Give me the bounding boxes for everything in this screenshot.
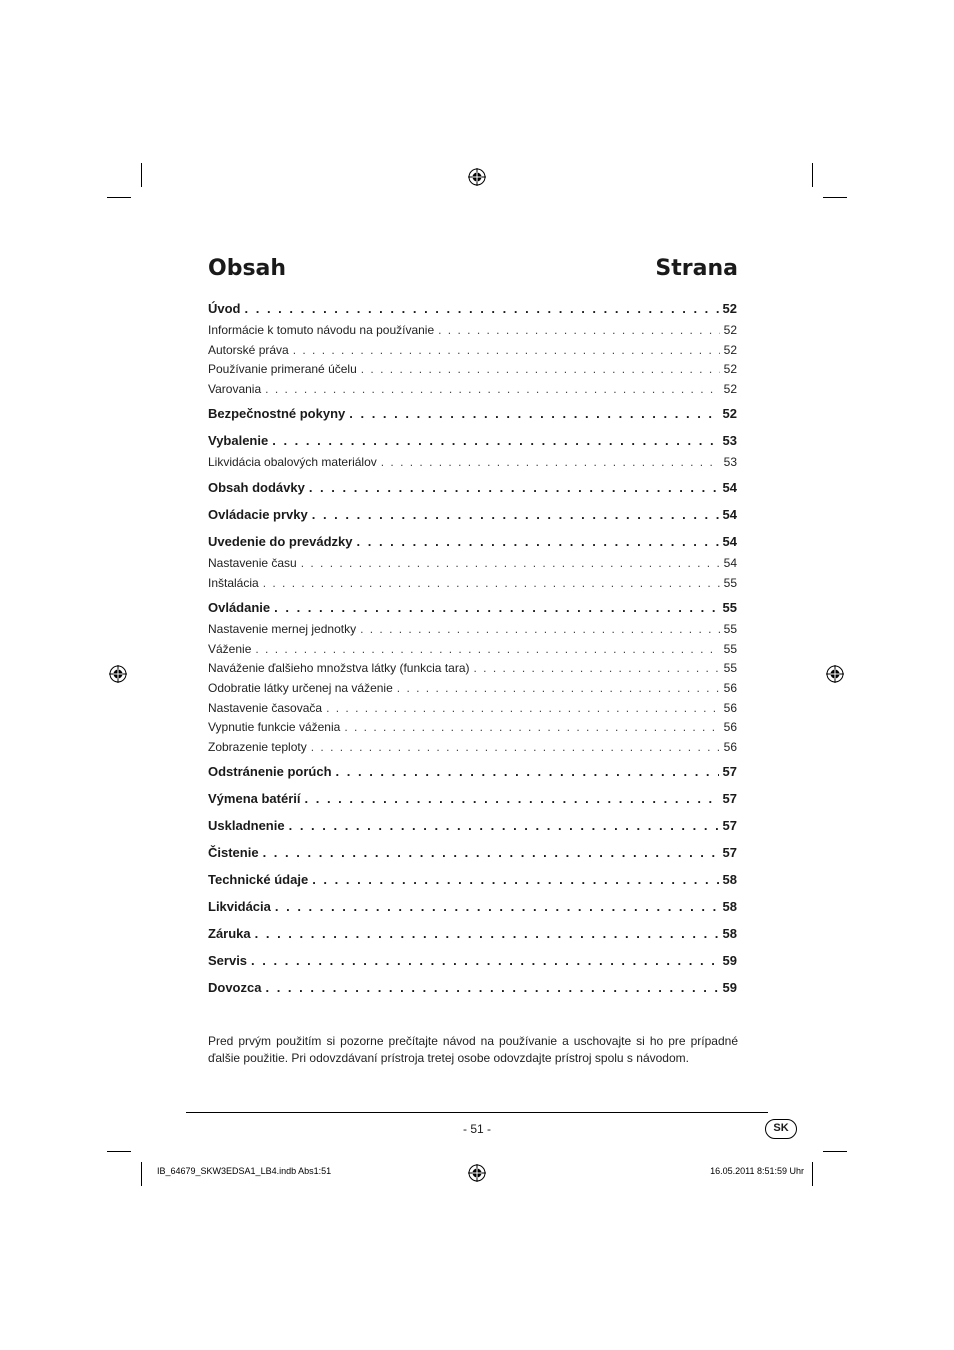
toc-entry-label: Naváženie ďalšieho množstva látky (funkcia tara) <box>208 661 470 676</box>
toc-subsection-entry <box>208 699 737 719</box>
crop-mark <box>107 1151 131 1152</box>
toc-entry-label: Používanie primerané účelu <box>208 362 357 377</box>
toc-dot-leader <box>274 595 718 620</box>
toc-dot-leader <box>397 679 720 699</box>
toc-section-entry <box>208 759 737 784</box>
toc-dot-leader <box>309 475 719 500</box>
toc-dot-leader <box>312 867 718 892</box>
toc-section-entry <box>208 502 737 527</box>
toc-section-entry <box>208 529 737 554</box>
toc-subsection-entry <box>208 659 737 679</box>
toc-entry-page: 55 <box>723 622 737 637</box>
registration-mark-icon <box>109 665 127 683</box>
toc-entry-label: Výmena batérií <box>208 791 301 807</box>
toc-entry-page: 58 <box>722 926 737 942</box>
toc-dot-leader <box>344 718 719 738</box>
toc-entry-page: 58 <box>722 872 737 888</box>
registration-mark-icon <box>468 168 486 186</box>
toc-entry-page: 54 <box>722 506 737 522</box>
toc-dot-leader <box>301 554 720 574</box>
toc-entry-label: Odstránenie porúch <box>208 764 332 780</box>
toc-entry-page: 57 <box>722 791 737 807</box>
toc-section-entry <box>208 296 737 321</box>
toc-dot-leader <box>263 574 720 594</box>
instruction-note: Pred prvým použitím si pozorne prečítajte návod na používanie a uschovajte si ho pre prípadné ďalšie použitie. Pri odovzdávaní prístroja tretej osobe odovzdajte prístroj spolu s návodom. <box>208 1034 738 1065</box>
toc-subsection-entry <box>208 718 737 738</box>
toc-entry-page: 56 <box>723 700 737 715</box>
toc-dot-leader <box>381 453 720 473</box>
toc-dot-leader <box>263 840 719 865</box>
toc-dot-leader <box>289 813 719 838</box>
toc-subsection-entry <box>208 554 737 574</box>
toc-entry-label: Odobratie látky určenej na váženie <box>208 680 393 695</box>
toc-entry-page: 55 <box>723 641 737 656</box>
toc-section-entry <box>208 786 737 811</box>
toc-subsection-entry <box>208 574 737 594</box>
toc-dot-leader <box>326 699 720 719</box>
table-of-contents <box>208 296 737 1000</box>
toc-entry-label: Informácie k tomuto návodu na používanie <box>208 323 435 337</box>
language-badge: SK <box>765 1119 797 1139</box>
toc-section-entry <box>208 948 737 973</box>
toc-dot-leader <box>245 296 719 321</box>
toc-entry-label: Nastavenie mernej jednotky <box>208 622 357 637</box>
toc-dot-leader <box>265 975 718 1000</box>
toc-entry-label: Obsah dodávky <box>208 479 305 495</box>
toc-subsection-entry <box>208 321 737 341</box>
toc-subsection-entry <box>208 640 737 660</box>
toc-dot-leader <box>361 360 720 380</box>
toc-dot-leader <box>438 321 720 341</box>
toc-entry-label: Ovládacie prvky <box>208 506 308 522</box>
registration-mark-icon <box>468 1164 486 1182</box>
toc-entry-page: 56 <box>723 680 737 695</box>
toc-entry-page: 55 <box>722 600 737 616</box>
toc-dot-leader <box>474 659 720 679</box>
toc-header <box>208 256 738 281</box>
toc-entry-label: Technické údaje <box>208 872 309 888</box>
toc-entry-page: 59 <box>722 980 737 996</box>
toc-entry-label: Úvod <box>208 301 241 316</box>
toc-entry-label: Uskladnenie <box>208 818 285 834</box>
toc-entry-page: 54 <box>722 533 737 549</box>
toc-entry-label: Likvidácia obalových materiálov <box>208 455 377 470</box>
crop-mark <box>823 197 847 198</box>
toc-entry-page: 58 <box>722 899 737 915</box>
toc-section-entry <box>208 975 737 1000</box>
toc-entry-label: Varovania <box>208 381 262 396</box>
toc-dot-leader <box>255 921 719 946</box>
toc-dot-leader <box>311 738 720 758</box>
registration-mark-icon <box>826 665 844 683</box>
toc-dot-leader <box>305 786 719 811</box>
toc-entry-page: 59 <box>722 953 737 969</box>
toc-entry-page: 55 <box>723 575 737 590</box>
toc-subsection-entry <box>208 380 737 400</box>
toc-entry-page: 52 <box>722 301 737 316</box>
toc-dot-leader <box>275 894 719 919</box>
toc-entry-page: 54 <box>723 555 737 570</box>
toc-subsection-entry <box>208 341 737 361</box>
crop-mark <box>141 163 142 187</box>
crop-mark <box>823 1151 847 1152</box>
toc-section-entry <box>208 840 737 865</box>
toc-entry-label: Autorské práva <box>208 342 289 357</box>
toc-dot-leader <box>293 341 720 361</box>
toc-entry-page: 52 <box>723 342 737 357</box>
toc-dot-leader <box>265 380 719 400</box>
toc-section-entry <box>208 475 737 500</box>
toc-entry-page: 56 <box>723 739 737 754</box>
toc-dot-leader <box>357 529 719 554</box>
toc-entry-page: 55 <box>723 661 737 676</box>
toc-entry-page: 57 <box>722 845 737 861</box>
crop-mark <box>812 163 813 187</box>
toc-section-entry <box>208 867 737 892</box>
toc-dot-leader <box>272 428 718 453</box>
toc-entry-label: Uvedenie do prevádzky <box>208 533 353 549</box>
page-title: Obsah <box>208 256 287 281</box>
toc-dot-leader <box>251 948 718 973</box>
toc-dot-leader <box>349 401 718 426</box>
toc-section-entry <box>208 921 737 946</box>
toc-entry-label: Nastavenie času <box>208 555 297 570</box>
toc-entry-label: Nastavenie časovača <box>208 700 323 715</box>
toc-subsection-entry <box>208 679 737 699</box>
toc-entry-page: 53 <box>723 455 737 470</box>
toc-dot-leader <box>336 759 719 784</box>
page-number: - 51 - <box>462 1122 491 1136</box>
toc-dot-leader <box>255 640 719 660</box>
toc-entry-page: 56 <box>723 720 737 735</box>
toc-entry-label: Inštalácia <box>208 575 259 590</box>
crop-mark <box>141 1162 142 1186</box>
toc-entry-page: 54 <box>722 479 737 495</box>
toc-entry-page: 52 <box>723 362 737 377</box>
toc-subsection-entry <box>208 620 737 640</box>
toc-section-entry <box>208 401 737 426</box>
toc-entry-page: 52 <box>722 406 737 422</box>
page-column-label: Strana <box>655 256 738 281</box>
toc-entry-label: Bezpečnostné pokyny <box>208 406 346 422</box>
toc-subsection-entry <box>208 360 737 380</box>
toc-entry-page: 53 <box>722 433 737 449</box>
toc-entry-label: Váženie <box>208 641 252 656</box>
footer-rule <box>186 1112 768 1113</box>
toc-section-entry <box>208 595 737 620</box>
toc-section-entry <box>208 428 737 453</box>
toc-subsection-entry <box>208 453 737 473</box>
toc-subsection-entry <box>208 738 737 758</box>
toc-entry-label: Likvidácia <box>208 899 271 915</box>
crop-mark <box>107 197 131 198</box>
toc-entry-page: 57 <box>722 818 737 834</box>
toc-entry-label: Záruka <box>208 926 251 942</box>
toc-entry-label: Vypnutie funkcie váženia <box>208 720 341 735</box>
toc-dot-leader <box>360 620 720 640</box>
toc-entry-page: 52 <box>723 323 737 337</box>
toc-entry-label: Dovozca <box>208 980 262 996</box>
toc-entry-page: 52 <box>723 381 737 396</box>
toc-entry-label: Zobrazenie teploty <box>208 739 307 754</box>
toc-entry-label: Čistenie <box>208 845 259 861</box>
print-slug-date: 16.05.2011 8:51:59 Uhr <box>710 1166 804 1176</box>
toc-entry-label: Vybalenie <box>208 433 269 449</box>
toc-entry-page: 57 <box>722 764 737 780</box>
toc-section-entry <box>208 813 737 838</box>
crop-mark <box>812 1162 813 1186</box>
toc-dot-leader <box>312 502 719 527</box>
toc-section-entry <box>208 894 737 919</box>
toc-entry-label: Ovládanie <box>208 600 271 616</box>
toc-entry-label: Servis <box>208 953 248 969</box>
print-slug-file: IB_64679_SKW3EDSA1_LB4.indb Abs1:51 <box>157 1166 332 1176</box>
